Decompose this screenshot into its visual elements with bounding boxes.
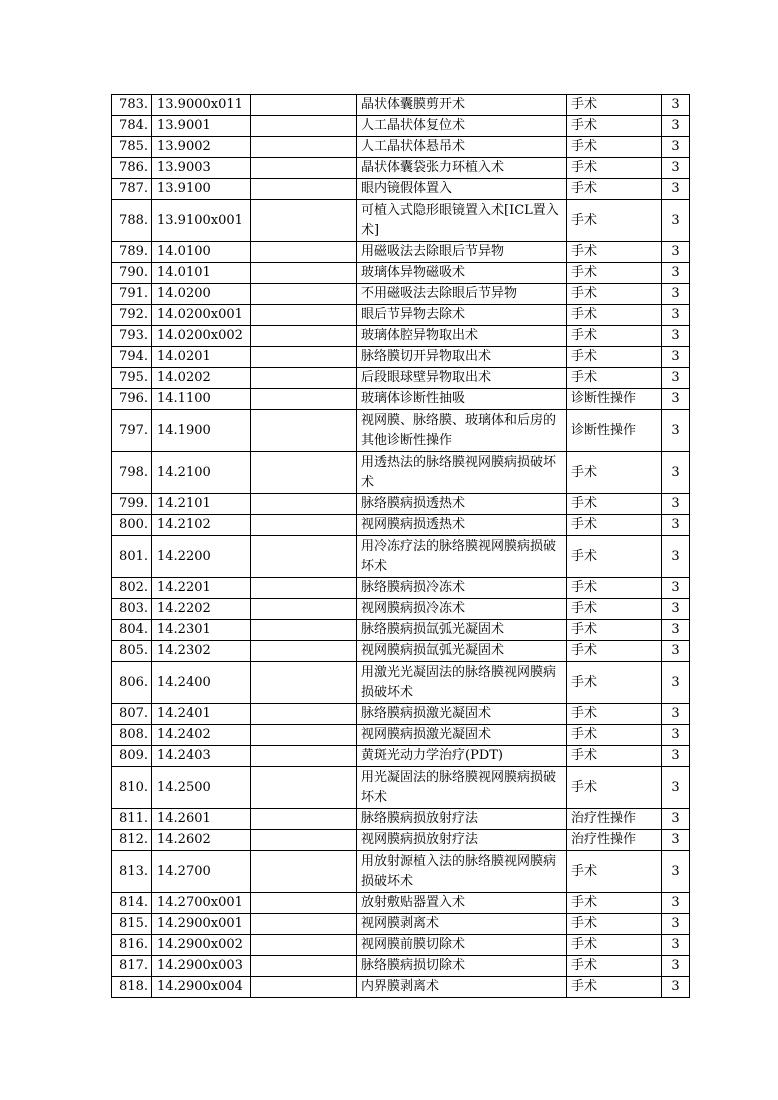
table-row [112, 410, 690, 452]
table-row [112, 284, 690, 305]
level-cell: 3 [662, 536, 690, 578]
procedure-name-cell: 用光凝固法的脉络膜视网膜病损破坏术 [357, 767, 567, 809]
category-cell: 手术 [567, 326, 662, 347]
code-cell: 14.0200 [152, 284, 251, 305]
category-cell: 手术 [567, 641, 662, 662]
procedure-name-cell: 视网膜病损冷冻术 [357, 599, 567, 620]
category-cell: 手术 [567, 137, 662, 158]
row-number-cell: 788. [112, 200, 152, 242]
row-number-cell: 802. [112, 578, 152, 599]
table-row [112, 746, 690, 767]
code-cell: 14.0101 [152, 263, 251, 284]
procedure-name-cell: 视网膜病损放射疗法 [357, 830, 567, 851]
row-number-cell: 799. [112, 494, 152, 515]
procedure-name-cell: 后段眼球壁异物取出术 [357, 368, 567, 389]
row-number-cell: 817. [112, 956, 152, 977]
row-number-cell: 815. [112, 914, 152, 935]
level-cell: 3 [662, 326, 690, 347]
row-number-cell: 793. [112, 326, 152, 347]
table-row [112, 116, 690, 137]
category-cell: 手术 [567, 956, 662, 977]
code-cell: 13.9100 [152, 179, 251, 200]
row-number-cell: 801. [112, 536, 152, 578]
table-row [112, 95, 690, 116]
procedure-name-cell: 用磁吸法去除眼后节异物 [357, 242, 567, 263]
blank-cell [251, 662, 357, 704]
blank-cell [251, 368, 357, 389]
level-cell: 3 [662, 893, 690, 914]
row-number-cell: 807. [112, 704, 152, 725]
procedure-name-cell: 视网膜病损氙弧光凝固术 [357, 641, 567, 662]
blank-cell [251, 809, 357, 830]
procedure-name-cell: 晶状体囊袋张力环植入术 [357, 158, 567, 179]
level-cell: 3 [662, 494, 690, 515]
row-number-cell: 809. [112, 746, 152, 767]
code-cell: 14.2402 [152, 725, 251, 746]
code-cell: 14.2302 [152, 641, 251, 662]
category-cell: 手术 [567, 851, 662, 893]
level-cell: 3 [662, 914, 690, 935]
category-cell: 诊断性操作 [567, 389, 662, 410]
category-cell: 手术 [567, 179, 662, 200]
table-row [112, 662, 690, 704]
level-cell: 3 [662, 746, 690, 767]
row-number-cell: 791. [112, 284, 152, 305]
row-number-cell: 786. [112, 158, 152, 179]
table-row [112, 347, 690, 368]
procedure-name-cell: 玻璃体诊断性抽吸 [357, 389, 567, 410]
table-row [112, 200, 690, 242]
table-row [112, 326, 690, 347]
blank-cell [251, 263, 357, 284]
procedure-table-body [112, 95, 690, 998]
table-row [112, 725, 690, 746]
procedure-name-cell: 脉络膜切开异物取出术 [357, 347, 567, 368]
procedure-name-cell: 人工晶状体悬吊术 [357, 137, 567, 158]
category-cell: 手术 [567, 116, 662, 137]
row-number-cell: 794. [112, 347, 152, 368]
table-row [112, 452, 690, 494]
procedure-table [111, 94, 690, 998]
level-cell: 3 [662, 662, 690, 704]
table-row [112, 578, 690, 599]
category-cell: 手术 [567, 746, 662, 767]
table-row [112, 536, 690, 578]
procedure-name-cell: 脉络膜病损切除术 [357, 956, 567, 977]
level-cell: 3 [662, 704, 690, 725]
blank-cell [251, 452, 357, 494]
blank-cell [251, 725, 357, 746]
level-cell: 3 [662, 137, 690, 158]
blank-cell [251, 179, 357, 200]
code-cell: 14.2202 [152, 599, 251, 620]
row-number-cell: 810. [112, 767, 152, 809]
table-row [112, 809, 690, 830]
level-cell: 3 [662, 977, 690, 998]
table-row [112, 242, 690, 263]
table-row [112, 263, 690, 284]
row-number-cell: 811. [112, 809, 152, 830]
row-number-cell: 790. [112, 263, 152, 284]
procedure-name-cell: 视网膜前膜切除术 [357, 935, 567, 956]
code-cell: 14.2900x002 [152, 935, 251, 956]
code-cell: 14.0200x002 [152, 326, 251, 347]
level-cell: 3 [662, 347, 690, 368]
blank-cell [251, 389, 357, 410]
level-cell: 3 [662, 725, 690, 746]
table-row [112, 620, 690, 641]
table-row [112, 305, 690, 326]
blank-cell [251, 95, 357, 116]
category-cell: 手术 [567, 515, 662, 536]
row-number-cell: 812. [112, 830, 152, 851]
blank-cell [251, 284, 357, 305]
code-cell: 14.1900 [152, 410, 251, 452]
code-cell: 13.9000x011 [152, 95, 251, 116]
procedure-name-cell: 用透热法的脉络膜视网膜病损破坏术 [357, 452, 567, 494]
level-cell: 3 [662, 599, 690, 620]
procedure-name-cell: 玻璃体腔异物取出术 [357, 326, 567, 347]
code-cell: 14.2900x004 [152, 977, 251, 998]
level-cell: 3 [662, 515, 690, 536]
row-number-cell: 795. [112, 368, 152, 389]
category-cell: 手术 [567, 935, 662, 956]
level-cell: 3 [662, 95, 690, 116]
level-cell: 3 [662, 620, 690, 641]
table-row [112, 179, 690, 200]
category-cell: 手术 [567, 95, 662, 116]
table-row [112, 368, 690, 389]
level-cell: 3 [662, 830, 690, 851]
code-cell: 14.2401 [152, 704, 251, 725]
level-cell: 3 [662, 263, 690, 284]
blank-cell [251, 599, 357, 620]
blank-cell [251, 494, 357, 515]
category-cell: 治疗性操作 [567, 809, 662, 830]
code-cell: 14.2102 [152, 515, 251, 536]
procedure-name-cell: 黄斑光动力学治疗(PDT) [357, 746, 567, 767]
table-row [112, 977, 690, 998]
table-row [112, 494, 690, 515]
blank-cell [251, 746, 357, 767]
category-cell: 手术 [567, 536, 662, 578]
level-cell: 3 [662, 305, 690, 326]
procedure-name-cell: 用放射源植入法的脉络膜视网膜病损破坏术 [357, 851, 567, 893]
table-row [112, 515, 690, 536]
blank-cell [251, 536, 357, 578]
row-number-cell: 784. [112, 116, 152, 137]
procedure-name-cell: 脉络膜病损氙弧光凝固术 [357, 620, 567, 641]
category-cell: 手术 [567, 242, 662, 263]
row-number-cell: 789. [112, 242, 152, 263]
category-cell: 手术 [567, 914, 662, 935]
category-cell: 手术 [567, 725, 662, 746]
row-number-cell: 803. [112, 599, 152, 620]
procedure-name-cell: 不用磁吸法去除眼后节异物 [357, 284, 567, 305]
table-row [112, 935, 690, 956]
table-row [112, 137, 690, 158]
level-cell: 3 [662, 578, 690, 599]
procedure-name-cell: 眼后节异物去除术 [357, 305, 567, 326]
blank-cell [251, 851, 357, 893]
level-cell: 3 [662, 641, 690, 662]
procedure-name-cell: 脉络膜病损激光凝固术 [357, 704, 567, 725]
category-cell: 手术 [567, 977, 662, 998]
blank-cell [251, 410, 357, 452]
row-number-cell: 818. [112, 977, 152, 998]
blank-cell [251, 305, 357, 326]
blank-cell [251, 578, 357, 599]
level-cell: 3 [662, 242, 690, 263]
blank-cell [251, 830, 357, 851]
row-number-cell: 816. [112, 935, 152, 956]
procedure-name-cell: 用激光光凝固法的脉络膜视网膜病损破坏术 [357, 662, 567, 704]
category-cell: 手术 [567, 662, 662, 704]
row-number-cell: 792. [112, 305, 152, 326]
procedure-name-cell: 视网膜剥离术 [357, 914, 567, 935]
procedure-name-cell: 视网膜、脉络膜、玻璃体和后房的其他诊断性操作 [357, 410, 567, 452]
table-row [112, 956, 690, 977]
table-row [112, 158, 690, 179]
category-cell: 手术 [567, 494, 662, 515]
code-cell: 14.2602 [152, 830, 251, 851]
table-row [112, 704, 690, 725]
code-cell: 14.2100 [152, 452, 251, 494]
row-number-cell: 805. [112, 641, 152, 662]
blank-cell [251, 641, 357, 662]
procedure-name-cell: 人工晶状体复位术 [357, 116, 567, 137]
procedure-name-cell: 脉络膜病损冷冻术 [357, 578, 567, 599]
level-cell: 3 [662, 935, 690, 956]
table-row [112, 599, 690, 620]
code-cell: 14.2700x001 [152, 893, 251, 914]
procedure-name-cell: 可植入式隐形眼镜置入术[ICL置入术] [357, 200, 567, 242]
blank-cell [251, 158, 357, 179]
level-cell: 3 [662, 452, 690, 494]
category-cell: 手术 [567, 704, 662, 725]
level-cell: 3 [662, 851, 690, 893]
blank-cell [251, 956, 357, 977]
blank-cell [251, 767, 357, 809]
row-number-cell: 787. [112, 179, 152, 200]
code-cell: 13.9001 [152, 116, 251, 137]
code-cell: 13.9002 [152, 137, 251, 158]
category-cell: 手术 [567, 347, 662, 368]
blank-cell [251, 914, 357, 935]
category-cell: 诊断性操作 [567, 410, 662, 452]
code-cell: 14.2201 [152, 578, 251, 599]
category-cell: 手术 [567, 767, 662, 809]
table-row [112, 389, 690, 410]
row-number-cell: 804. [112, 620, 152, 641]
procedure-name-cell: 内界膜剥离术 [357, 977, 567, 998]
level-cell: 3 [662, 368, 690, 389]
category-cell: 手术 [567, 452, 662, 494]
code-cell: 14.1100 [152, 389, 251, 410]
category-cell: 手术 [567, 200, 662, 242]
row-number-cell: 783. [112, 95, 152, 116]
procedure-name-cell: 放射敷贴器置入术 [357, 893, 567, 914]
level-cell: 3 [662, 284, 690, 305]
category-cell: 手术 [567, 620, 662, 641]
table-row [112, 767, 690, 809]
level-cell: 3 [662, 158, 690, 179]
category-cell: 手术 [567, 263, 662, 284]
code-cell: 14.0100 [152, 242, 251, 263]
procedure-name-cell: 视网膜病损激光凝固术 [357, 725, 567, 746]
code-cell: 14.0201 [152, 347, 251, 368]
code-cell: 14.2101 [152, 494, 251, 515]
code-cell: 14.2900x003 [152, 956, 251, 977]
procedure-name-cell: 脉络膜病损透热术 [357, 494, 567, 515]
code-cell: 14.2301 [152, 620, 251, 641]
category-cell: 手术 [567, 158, 662, 179]
level-cell: 3 [662, 179, 690, 200]
table-row [112, 893, 690, 914]
level-cell: 3 [662, 767, 690, 809]
table-row [112, 641, 690, 662]
procedure-name-cell: 晶状体囊膜剪开术 [357, 95, 567, 116]
level-cell: 3 [662, 410, 690, 452]
category-cell: 手术 [567, 368, 662, 389]
table-row [112, 851, 690, 893]
blank-cell [251, 347, 357, 368]
category-cell: 手术 [567, 284, 662, 305]
blank-cell [251, 200, 357, 242]
category-cell: 手术 [567, 893, 662, 914]
blank-cell [251, 977, 357, 998]
category-cell: 手术 [567, 305, 662, 326]
procedure-name-cell: 玻璃体异物磁吸术 [357, 263, 567, 284]
category-cell: 手术 [567, 578, 662, 599]
table-row [112, 914, 690, 935]
code-cell: 13.9100x001 [152, 200, 251, 242]
row-number-cell: 796. [112, 389, 152, 410]
code-cell: 14.0202 [152, 368, 251, 389]
blank-cell [251, 935, 357, 956]
code-cell: 14.2400 [152, 662, 251, 704]
blank-cell [251, 620, 357, 641]
code-cell: 14.2900x001 [152, 914, 251, 935]
level-cell: 3 [662, 956, 690, 977]
blank-cell [251, 515, 357, 536]
row-number-cell: 806. [112, 662, 152, 704]
procedure-name-cell: 眼内镜假体置入 [357, 179, 567, 200]
code-cell: 13.9003 [152, 158, 251, 179]
level-cell: 3 [662, 116, 690, 137]
level-cell: 3 [662, 389, 690, 410]
row-number-cell: 785. [112, 137, 152, 158]
level-cell: 3 [662, 200, 690, 242]
category-cell: 治疗性操作 [567, 830, 662, 851]
code-cell: 14.2700 [152, 851, 251, 893]
blank-cell [251, 704, 357, 725]
procedure-name-cell: 视网膜病损透热术 [357, 515, 567, 536]
code-cell: 14.2200 [152, 536, 251, 578]
blank-cell [251, 326, 357, 347]
row-number-cell: 814. [112, 893, 152, 914]
row-number-cell: 800. [112, 515, 152, 536]
procedure-name-cell: 脉络膜病损放射疗法 [357, 809, 567, 830]
procedure-name-cell: 用冷冻疗法的脉络膜视网膜病损破坏术 [357, 536, 567, 578]
blank-cell [251, 137, 357, 158]
category-cell: 手术 [567, 599, 662, 620]
code-cell: 14.2500 [152, 767, 251, 809]
row-number-cell: 798. [112, 452, 152, 494]
row-number-cell: 797. [112, 410, 152, 452]
blank-cell [251, 893, 357, 914]
blank-cell [251, 116, 357, 137]
code-cell: 14.2403 [152, 746, 251, 767]
level-cell: 3 [662, 809, 690, 830]
code-cell: 14.0200x001 [152, 305, 251, 326]
code-cell: 14.2601 [152, 809, 251, 830]
row-number-cell: 808. [112, 725, 152, 746]
table-row [112, 830, 690, 851]
row-number-cell: 813. [112, 851, 152, 893]
blank-cell [251, 242, 357, 263]
